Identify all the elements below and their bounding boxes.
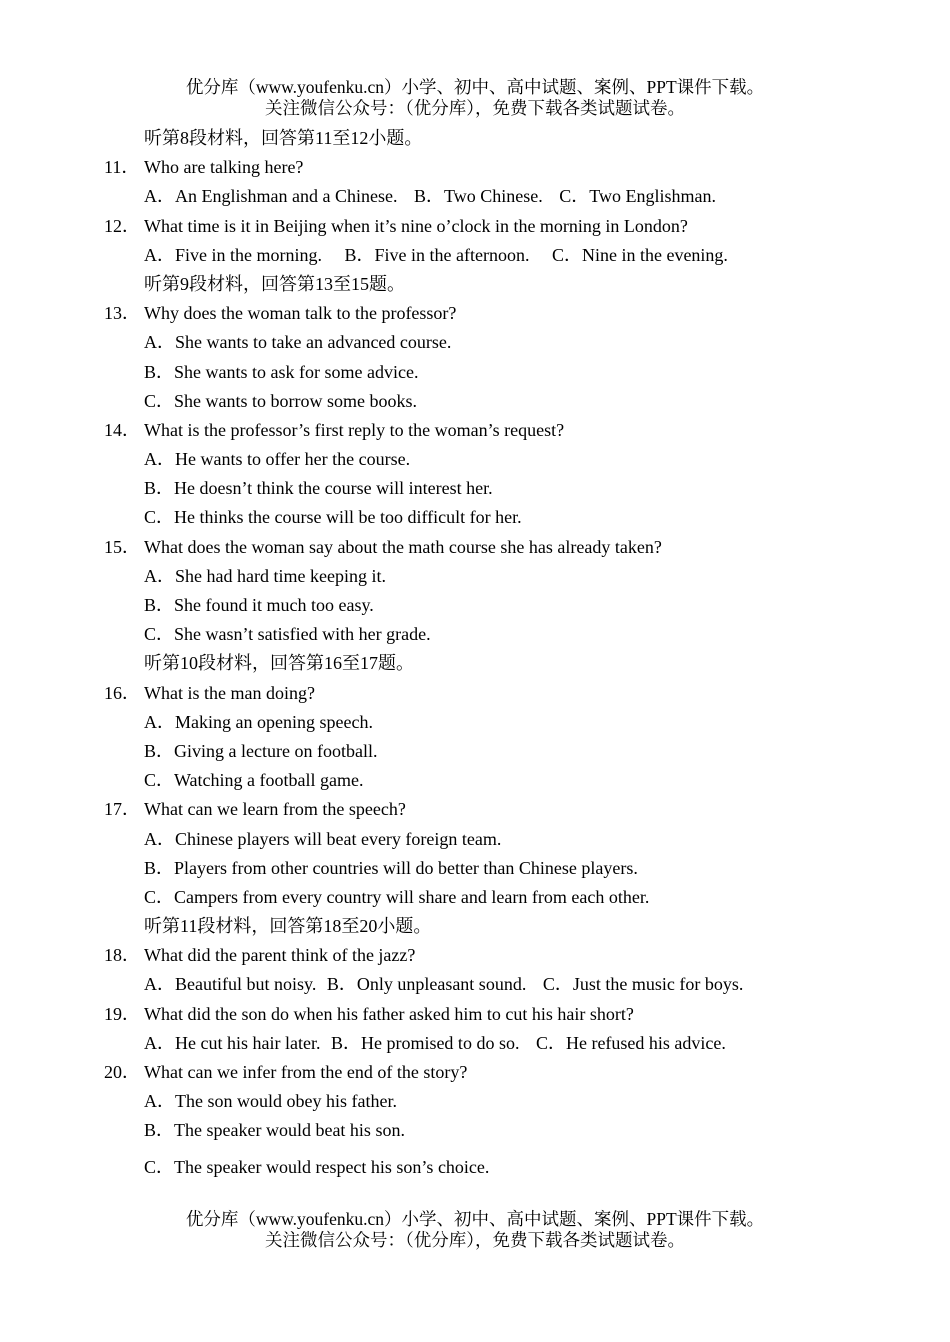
question-16 <box>0 679 950 708</box>
question-11 <box>0 153 950 182</box>
options-row-12 <box>0 241 950 270</box>
option-b: B．Players from other countries will do better than Chinese players. <box>144 857 638 878</box>
header-line-2: 关注微信公众号：（优分库），免费下载各类试题试卷。 <box>265 98 685 118</box>
question-number: 20． <box>104 1062 140 1082</box>
footer-line-1: 优分库（www.youfenku.cn）小学、初中、高中试题、案例、PPT课件下载。 <box>185 1209 765 1229</box>
options-row-11 <box>0 182 950 211</box>
option-c: C．He thinks the course will be too difficult for her. <box>144 507 522 528</box>
question-number: 15． <box>104 536 140 557</box>
question-14 <box>0 416 950 445</box>
option-c: C．Watching a football game. <box>144 770 364 791</box>
option-c: C．Campers from every country will share and learn from each other. <box>144 886 650 907</box>
question-text: What time is it in Beijing when it’s nine o’clock in the morning in London? <box>144 215 688 236</box>
option-a: A．Five in the morning. <box>144 244 322 265</box>
question-15 <box>0 533 950 562</box>
option-b: B．He doesn’t think the course will interest her. <box>144 478 493 499</box>
question-number: 13． <box>104 303 140 324</box>
section-instruction-9: 听第9段材料，回答第13至15题。 <box>144 273 405 294</box>
option-c: C．The speaker would respect his son’s choice. <box>144 1156 490 1177</box>
option-a: A．She had hard time keeping it. <box>144 565 386 586</box>
option-a: A．He cut his hair later. <box>144 1032 321 1053</box>
question-text: Who are talking here? <box>144 157 304 178</box>
question-13 <box>0 299 950 328</box>
options-row-19 <box>0 1029 950 1058</box>
option-a: A．He wants to offer her the course. <box>144 449 411 470</box>
question-text: What can we learn from the speech? <box>144 799 406 820</box>
page-footer <box>0 1209 950 1251</box>
option-a: A．The son would obey his father. <box>144 1091 397 1112</box>
section-instruction-8: 听第8段材料，回答第11至12小题。 <box>144 128 423 148</box>
question-18 <box>0 941 950 970</box>
question-19 <box>0 1000 950 1029</box>
option-b: B．She found it much too easy. <box>144 595 374 615</box>
section-instruction-11: 听第11段材料，回答第18至20小题。 <box>144 916 432 937</box>
option-b: B．Only unpleasant sound. <box>326 974 527 995</box>
option-b: B．The speaker would beat his son. <box>144 1120 405 1141</box>
option-a: A．Beautiful but noisy. <box>144 974 317 995</box>
option-c: C．He refused his advice. <box>535 1032 726 1053</box>
option-b: B．He promised to do so. <box>330 1032 520 1053</box>
question-text: What is the professor’s first reply to the woman’s request? <box>144 419 565 440</box>
question-number: 19． <box>104 1003 140 1024</box>
option-a: A．She wants to take an advanced course. <box>144 332 452 353</box>
header-line-1: 优分库（www.youfenku.cn）小学、初中、高中试题、案例、PPT课件下载。 <box>185 77 765 97</box>
option-c: C．She wasn’t satisfied with her grade. <box>144 624 431 645</box>
exam-content <box>0 124 950 1182</box>
question-number: 18． <box>104 945 140 966</box>
question-text: What does the woman say about the math course she has already taken? <box>144 536 662 557</box>
options-row-18 <box>0 970 950 999</box>
option-a: A．Chinese players will beat every foreign team. <box>144 828 502 849</box>
question-20 <box>0 1058 950 1087</box>
question-12 <box>0 212 950 241</box>
option-b: B．Giving a lecture on football. <box>144 740 378 761</box>
option-b: B．She wants to ask for some advice. <box>144 361 419 382</box>
footer-line-2: 关注微信公众号：（优分库），免费下载各类试题试卷。 <box>265 1230 685 1250</box>
option-a: A．Making an opening speech. <box>144 711 373 732</box>
question-number: 17． <box>104 799 140 820</box>
question-number: 12． <box>104 215 140 236</box>
question-17 <box>0 795 950 824</box>
option-a: A．An Englishman and a Chinese. <box>144 186 398 207</box>
question-text: What is the man doing? <box>144 682 315 703</box>
question-text: Why does the woman talk to the professor? <box>144 303 457 324</box>
section-instruction-10: 听第10段材料，回答第16至17题。 <box>144 653 414 674</box>
question-number: 14． <box>104 419 140 440</box>
option-c: C．She wants to borrow some books. <box>144 390 417 411</box>
option-b: B．Two Chinese. <box>413 186 543 207</box>
option-c: C．Two Englishman. <box>559 186 716 207</box>
question-text: What can we infer from the end of the story? <box>144 1062 468 1082</box>
option-c: C．Just the music for boys. <box>542 974 744 995</box>
question-text: What did the parent think of the jazz? <box>144 945 416 966</box>
option-c: C．Nine in the evening. <box>551 244 728 265</box>
question-number: 11． <box>104 157 140 178</box>
option-b: B．Five in the afternoon. <box>344 244 530 265</box>
question-number: 16． <box>104 682 140 703</box>
question-text: What did the son do when his father asked him to cut his hair short? <box>144 1003 634 1024</box>
page-header <box>0 77 950 119</box>
